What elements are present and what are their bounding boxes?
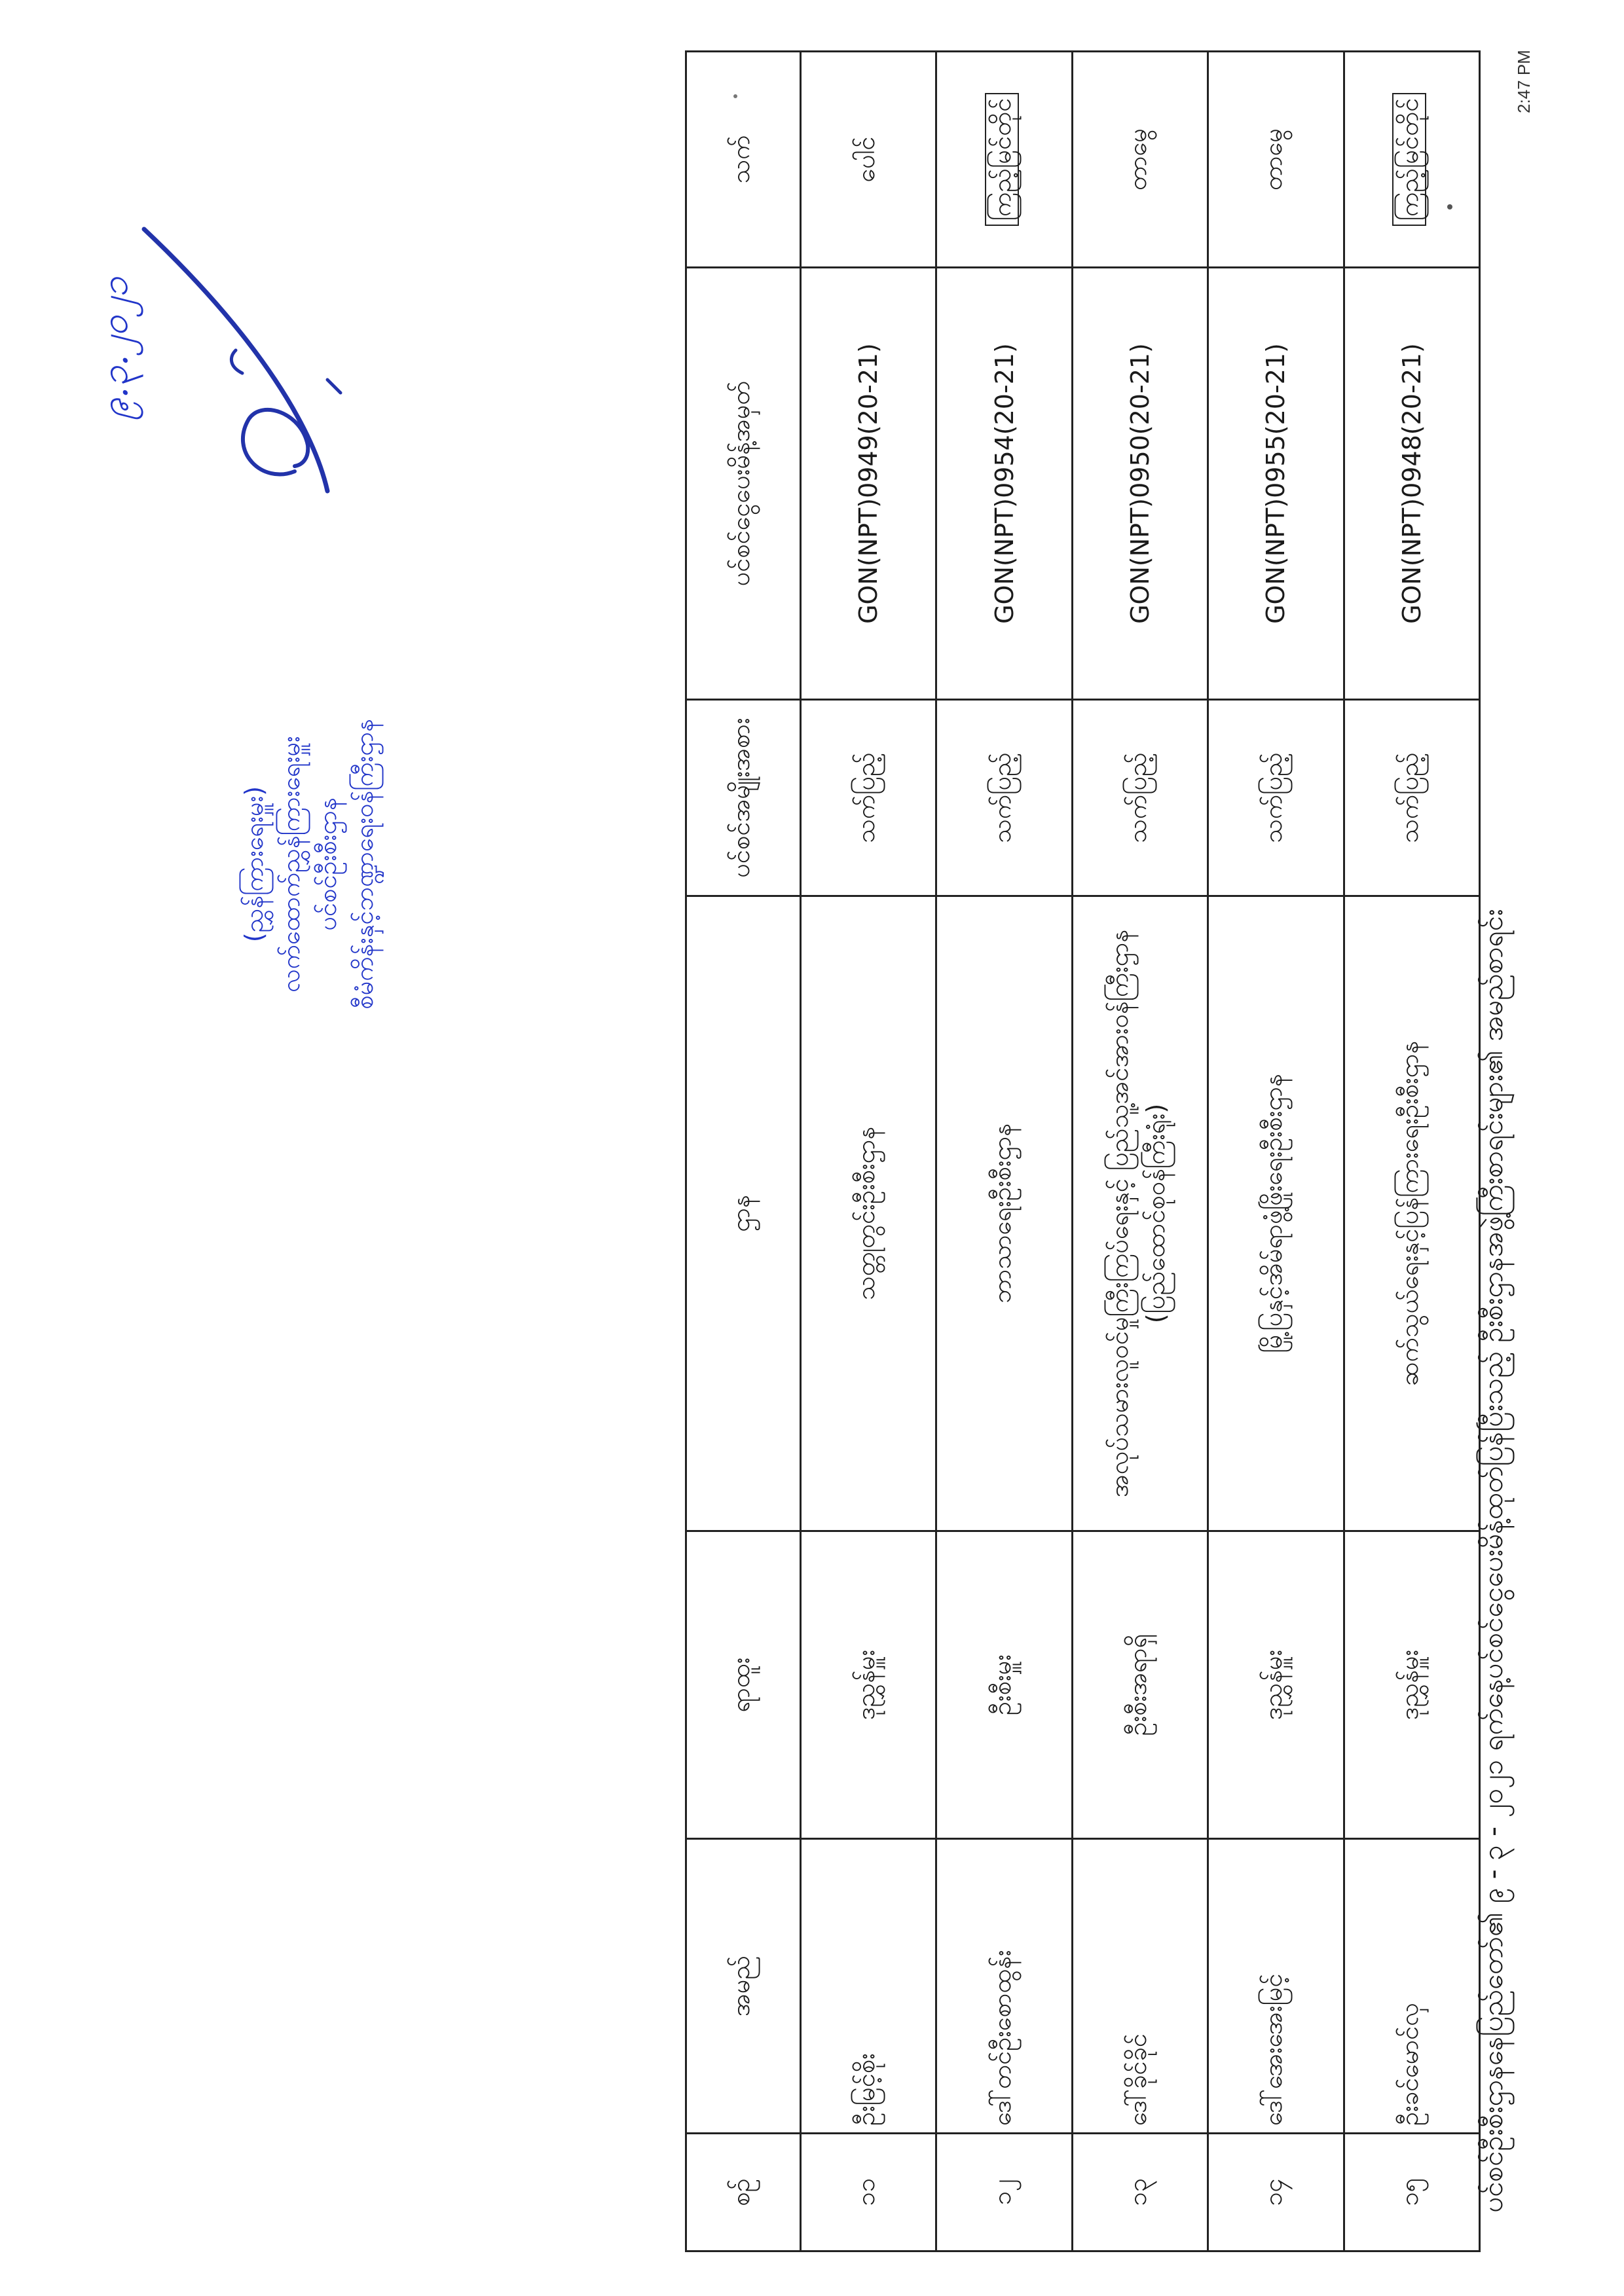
rotated-document xyxy=(26,26,1572,2278)
city-label: ပေါင် xyxy=(851,136,881,183)
table-row xyxy=(1072,52,1208,2251)
col-header-no: စဉ် xyxy=(686,2134,801,2251)
cell-city xyxy=(1072,52,1208,268)
cell-order-no: GON(NPT)0955(20-21) xyxy=(1208,268,1344,700)
stamp-line: လက်ထောက်ညွှန်ကြားရေးမှူး xyxy=(276,736,305,993)
city-label: တာမွေ xyxy=(1122,128,1152,191)
print-timestamp: 2:47 PM xyxy=(1514,50,1534,114)
city-label: တာမွေ xyxy=(1259,128,1288,191)
table-header-row xyxy=(686,52,801,2251)
cell-name: ဒေါ်တင်ဦးစောထွန်း xyxy=(936,1839,1072,2134)
cell-pension-type: သက်ပြည့် xyxy=(1344,700,1479,896)
cell-rank: ဒုညွှန်မှူး xyxy=(1344,1531,1479,1839)
city-label: ကြည့်မြင်တိုင် xyxy=(985,93,1019,227)
cell-name: ဒေါ်အေးအေးမြင့် xyxy=(1208,1839,1344,2134)
cell-department: အလုပ်သမားလူဝင်မှုကြီးကြပ်ရေးနှင့် ပြည်သူ့အင်အားဝန်ကြီးဌာန (ပြည်ထောင်စုဝန်ကြီးရုံး) xyxy=(1072,896,1208,1531)
pension-table xyxy=(685,50,1481,2252)
cell-no: ၁၁ xyxy=(801,2134,936,2251)
cell-no: ၁၂ xyxy=(936,2134,1072,2251)
col-header-city: သက် xyxy=(686,52,801,268)
cell-rank: ဦးစီးအရာရှိ xyxy=(1072,1531,1208,1839)
table-row xyxy=(801,52,936,2251)
cell-no: ၁၅ xyxy=(1344,2134,1479,2251)
city-label: ကြည့်မြင်တိုင် xyxy=(1392,93,1426,227)
cell-rank: ဦးစီးမှူး xyxy=(936,1531,1072,1839)
cell-no: ၁၄ xyxy=(1208,2134,1344,2251)
stamp-line: (ညွှန်ကြားရေးမှူး) xyxy=(240,786,268,943)
cell-city xyxy=(1344,52,1479,268)
cell-name: ဦးခင်မောင်လှ xyxy=(1344,1839,1479,2134)
cell-department: မြို့ပြနှင့်အိမ်ရာဖွံ့ဖြိုးရေးဦးစီးဌာန xyxy=(1208,896,1344,1531)
cell-order-no: GON(NPT)0949(20-21) xyxy=(801,268,936,700)
col-header-pension-type: ပင်စင်အမျိုးအစား xyxy=(686,700,801,896)
cell-pension-type: သက်ပြည့် xyxy=(1072,700,1208,896)
cell-department: ဆက်သွယ်ရေးနှင့်ပြန်ကြားရေးဦးစီးဌာန xyxy=(1344,896,1479,1531)
table-row xyxy=(1344,52,1479,2251)
cell-pension-type: သက်ပြည့် xyxy=(801,700,936,896)
cell-rank: ဒုညွှန်မှူး xyxy=(801,1531,936,1839)
cell-pension-type: သက်ပြည့် xyxy=(1208,700,1344,896)
document-title: ပင်စင်ဦးစီးဌာနနေပြည်တော်၏ ၉ - ၃ - ၂၀၂၁ ရက်နေ့ပင်စင်ငွေပေးမိန့်ထုတ်ပြန်ပြီးသည့် ဦးစီးဌာနအဖွဲ့ကြီးစာရင်းများ၏ အမည်စာရင်း xyxy=(1477,909,1509,2213)
cell-order-no: GON(NPT)0948(20-21) xyxy=(1344,268,1479,700)
col-header-department: ဌာန xyxy=(686,896,801,1531)
handwritten-signature xyxy=(131,210,367,511)
cell-rank: ဒုညွှန်မှူး xyxy=(1208,1531,1344,1839)
col-header-name: အမည် xyxy=(686,1839,801,2134)
page-stage xyxy=(26,26,1572,2278)
cell-order-no: GON(NPT)0950(20-21) xyxy=(1072,268,1208,700)
cell-city xyxy=(936,52,1072,268)
col-header-rank: ရာထူး xyxy=(686,1531,801,1839)
signature-date: ၉.၃.၂၀၂၁ xyxy=(94,277,136,419)
table-row xyxy=(936,52,1072,2251)
cell-city xyxy=(801,52,936,268)
table-row xyxy=(1208,52,1344,2251)
signature-block xyxy=(39,277,406,1218)
cell-name: ဦးမြင့်စိုး xyxy=(801,1839,936,2134)
cell-order-no: GON(NPT)0954(20-21) xyxy=(936,268,1072,700)
col-header-order-no: ပင်စင်ငွေပေးမိန့်အမှတ် xyxy=(686,268,801,700)
stamp-line: စီမံကိန်းနှင့်ဘဏ္ဍာရေးဝန်ကြီးဌာန xyxy=(350,719,378,1010)
cell-pension-type: သက်ပြည့် xyxy=(936,700,1072,896)
cell-department: သတ္တုတွင်းဦးစီးဌာန xyxy=(801,896,936,1531)
cell-name: ဒေါ်ခိုင်ခိုင် xyxy=(1072,1839,1208,2134)
stamp-line: ပင်စင်ဦးစီးဌာန xyxy=(313,797,342,931)
cell-no: ၁၃ xyxy=(1072,2134,1208,2251)
cell-department: ဘာသာရေးဦးစီးဌာန xyxy=(936,896,1072,1531)
cell-city xyxy=(1208,52,1344,268)
